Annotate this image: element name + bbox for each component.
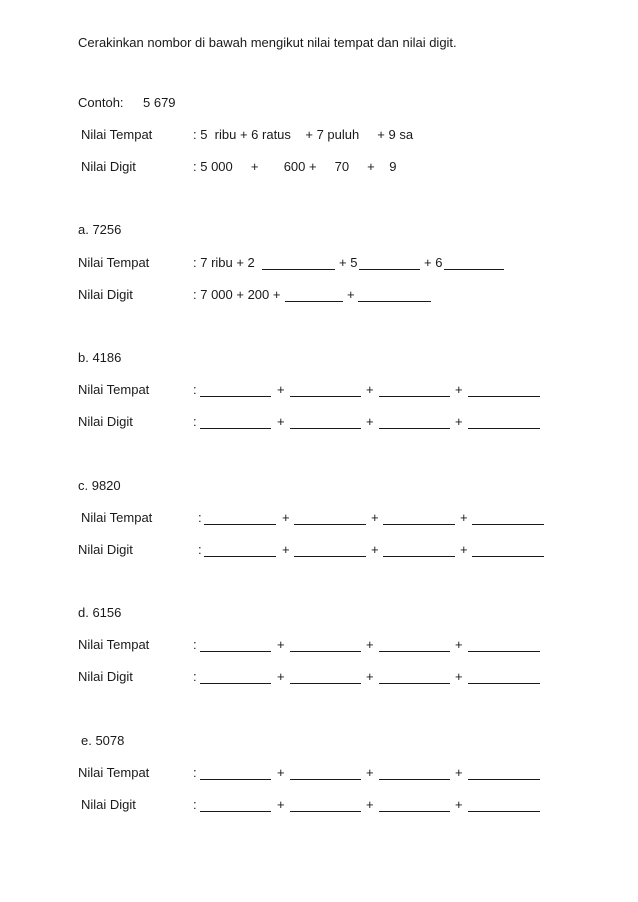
question-b-digit-blank-3[interactable] [379,428,450,429]
question-e-digit-blank-4[interactable] [468,811,540,812]
question-e-digit-blank-1[interactable] [200,811,271,812]
plus-sign: + [277,765,285,780]
plus-sign: + [455,637,463,652]
question-d-digit-blank-2[interactable] [290,683,361,684]
question-a-place-label: Nilai Tempat [78,255,150,270]
colon: : [193,669,197,684]
question-d-digit-label: Nilai Digit [78,669,133,684]
example-digit-label: Nilai Digit [81,159,136,174]
question-e-digit-blank-2[interactable] [290,811,361,812]
colon: : [193,797,197,812]
plus-sign: + [460,510,468,525]
plus-sign: + [277,382,285,397]
question-b-digit-blank-2[interactable] [290,428,361,429]
question-c-place-label: Nilai Tempat [81,510,153,525]
plus-sign: + [366,382,374,397]
question-a-place-blank-2[interactable] [359,269,420,270]
plus-sign: + [366,797,374,812]
plus-sign: + [366,669,374,684]
question-a-digit-label: Nilai Digit [78,287,133,302]
question-e-digit-label: Nilai Digit [81,797,136,812]
plus-sign: + [455,414,463,429]
plus-sign: + [282,510,290,525]
example-label: Contoh: [78,95,124,110]
question-c-place-blank-1[interactable] [204,524,276,525]
question-a-digit-blank-1[interactable] [285,301,343,302]
plus-sign: + [371,510,379,525]
question-b-place-label: Nilai Tempat [78,382,150,397]
plus-sign: + [277,669,285,684]
example-place-label: Nilai Tempat [81,127,153,142]
question-e-digit-blank-3[interactable] [379,811,450,812]
question-d-place-blank-4[interactable] [468,651,540,652]
instruction-text: Cerakinkan nombor di bawah mengikut nilai tempat dan nilai digit. [78,35,457,50]
question-a-place-blank-3[interactable] [444,269,504,270]
question-a-digit-part-1: : 7 000 + 200 + [193,287,281,302]
question-b-digit-blank-1[interactable] [200,428,271,429]
question-b-place-blank-2[interactable] [290,396,361,397]
colon: : [193,414,197,429]
question-c-number: c. 9820 [78,478,121,493]
question-b-place-blank-3[interactable] [379,396,450,397]
plus-sign: + [455,797,463,812]
question-c-digit-blank-2[interactable] [294,556,366,557]
question-a-place-part-3: + 6 [424,255,443,270]
plus-sign: + [282,542,290,557]
question-b-number: b. 4186 [78,350,122,365]
question-c-place-blank-3[interactable] [383,524,455,525]
question-e-place-blank-1[interactable] [200,779,271,780]
question-c-digit-blank-4[interactable] [472,556,544,557]
question-d-number: d. 6156 [78,605,122,620]
question-b-place-blank-4[interactable] [468,396,540,397]
question-e-number: e. 5078 [81,733,125,748]
question-e-place-blank-3[interactable] [379,779,450,780]
plus-sign: + [455,765,463,780]
question-b-place-blank-1[interactable] [200,396,271,397]
question-c-place-blank-4[interactable] [472,524,544,525]
colon: : [198,542,202,557]
plus-sign: + [366,637,374,652]
question-b-digit-label: Nilai Digit [78,414,133,429]
example-number: 5 679 [143,95,176,110]
question-d-place-label: Nilai Tempat [78,637,150,652]
question-d-digit-blank-4[interactable] [468,683,540,684]
question-a-place-part-2: + 5 [339,255,358,270]
question-c-digit-blank-3[interactable] [383,556,455,557]
question-c-place-blank-2[interactable] [294,524,366,525]
question-d-place-blank-3[interactable] [379,651,450,652]
question-d-place-blank-2[interactable] [290,651,361,652]
question-b-digit-blank-4[interactable] [468,428,540,429]
plus-sign: + [460,542,468,557]
question-e-place-blank-2[interactable] [290,779,361,780]
plus-sign: + [277,797,285,812]
question-d-place-blank-1[interactable] [200,651,271,652]
question-d-digit-blank-1[interactable] [200,683,271,684]
colon: : [193,637,197,652]
colon: : [193,765,197,780]
plus-sign: + [277,414,285,429]
question-a-place-part-1: : 7 ribu + 2 [193,255,255,270]
plus-sign: + [455,669,463,684]
plus-sign: + [371,542,379,557]
question-e-place-label: Nilai Tempat [78,765,150,780]
question-c-digit-blank-1[interactable] [204,556,276,557]
colon: : [198,510,202,525]
plus-sign: + [455,382,463,397]
question-a-digit-part-2: + [347,287,355,302]
plus-sign: + [366,414,374,429]
example-place-value: : 5 ribu + 6 ratus + 7 puluh + 9 sa [193,127,414,142]
question-a-place-blank-1[interactable] [262,269,335,270]
question-a-number: a. 7256 [78,222,122,237]
question-e-place-blank-4[interactable] [468,779,540,780]
colon: : [193,382,197,397]
plus-sign: + [277,637,285,652]
question-d-digit-blank-3[interactable] [379,683,450,684]
example-digit-value: : 5 000 + 600 + 70 + 9 [193,159,397,174]
question-a-digit-blank-2[interactable] [358,301,431,302]
question-c-digit-label: Nilai Digit [78,542,133,557]
plus-sign: + [366,765,374,780]
